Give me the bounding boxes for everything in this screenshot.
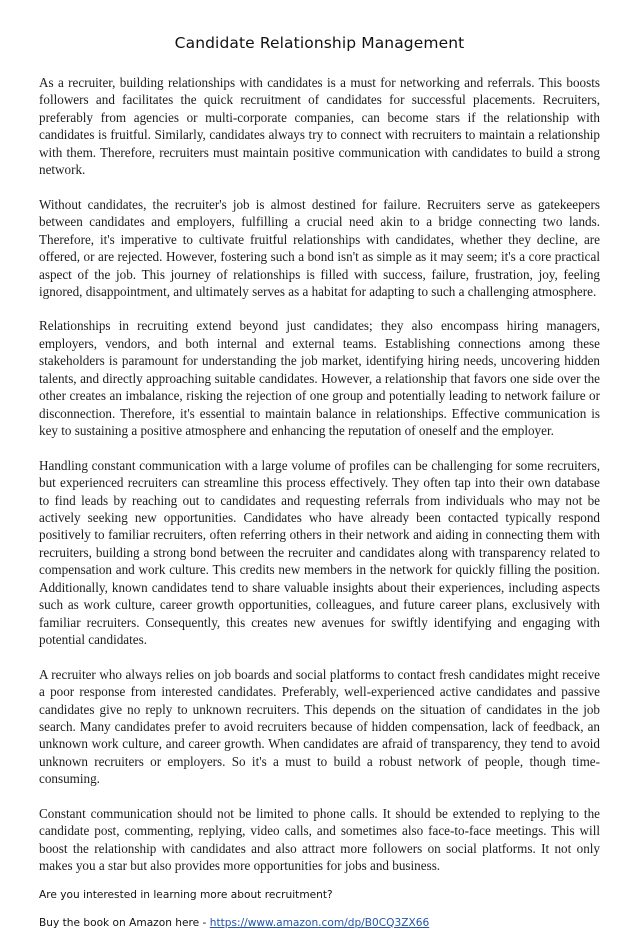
paragraph-3: Relationships in recruiting extend beyond just candidates; they also encompass hiring managers, employers, vendors, and both internal and external teams. Establishing connections among these stakeholders is paramount for understanding the job market, identifying hiring needs, uncovering hidden talents, and directly approaching suitable candidates. However, a relationship that favors one side over the other creates an imbalance, risking the rejection of one group and potentially leading to network failure or disconnection. Therefore, it's essential to maintain balance in relationships. Effective communication is key to sustaining a positive atmosphere and enhancing the reputation of oneself and the employer. xyxy=(39,318,600,439)
book-line-prefix: Buy the book on Amazon here - xyxy=(39,916,210,929)
paragraph-1: As a recruiter, building relationships with candidates is a must for networking and referrals. This boosts followers and facilitates the quick recruitment of candidates for successful placements. Recruiters, preferably from agencies or multi-corporate companies, can become stars if the relationship with candidates is fruitful. Similarly, candidates always try to connect with recruiters to maintain a relationship with them. Therefore, recruiters must maintain positive communication with candidates to build a strong network. xyxy=(39,75,600,178)
book-line xyxy=(39,916,600,930)
paragraph-4: Handling constant communication with a large volume of profiles can be challenging for some recruiters, but experienced recruiters can streamline this process effectively. They often tap into their own database to find leads by reaching out to candidates and requesting referrals from individuals who may not be actively seeking new opportunities. Candidates who have already been contacted typically respond positively to familiar recruiters, often referring others in their network and aiding in connecting them with recruiters, building a strong bond between the recruiter and candidates along with transparency related to compensation and work culture. This credits new members in the network for quickly filling the position. Additionally, known candidates tend to share valuable insights about their experiences, including aspects such as work culture, career growth opportunities, colleagues, and future career plans, exclusively with familiar recruiters. Consequently, this creates new avenues for swiftly identifying and engaging with potential candidates. xyxy=(39,457,600,648)
paragraph-6: Constant communication should not be limited to phone calls. It should be extended to replying to the candidate post, commenting, replying, video calls, and sometimes also face-to-face meetings. This will boost the relationship with candidates and also attract more followers on social platforms. It not only makes you a star but also provides more opportunities for jobs and business. xyxy=(39,805,600,874)
paragraph-2: Without candidates, the recruiter's job is almost destined for failure. Recruiters serve as gatekeepers between candidates and employers, fulfilling a crucial need akin to a bridge connecting two lands. Therefore, it's imperative to cultivate fruitful relationships with candidates, whether they decline, are offered, or are rejected. However, fostering such a bond isn't as simple as it may seem; it's a core practical aspect of the job. This journey of relationships is filled with success, failure, frustration, joy, feeling ignored, disappointment, and ultimately serves as a habitat for adapting to such a challenging atmosphere. xyxy=(39,196,600,299)
paragraph-5: A recruiter who always relies on job boards and social platforms to contact fresh candidates might receive a poor response from interested candidates. Preferably, well-experienced active candidates and passive candidates give no reply to unknown recruiters. This depends on the situation of candidates in the job search. Many candidates prefer to avoid recruiters because of hidden compensation, lack of feedback, an unknown work culture, and career growth. When candidates are afraid of transparency, they tend to avoid unknown recruiters or employers. So it's a must to build a robust network of people, though time-consuming. xyxy=(39,666,600,787)
recruitment-question: Are you interested in learning more about recruitment? xyxy=(39,888,333,901)
amazon-book-link[interactable]: https://www.amazon.com/dp/B0CQ3ZX66 xyxy=(209,916,430,929)
page-title: Candidate Relationship Management xyxy=(174,34,465,52)
